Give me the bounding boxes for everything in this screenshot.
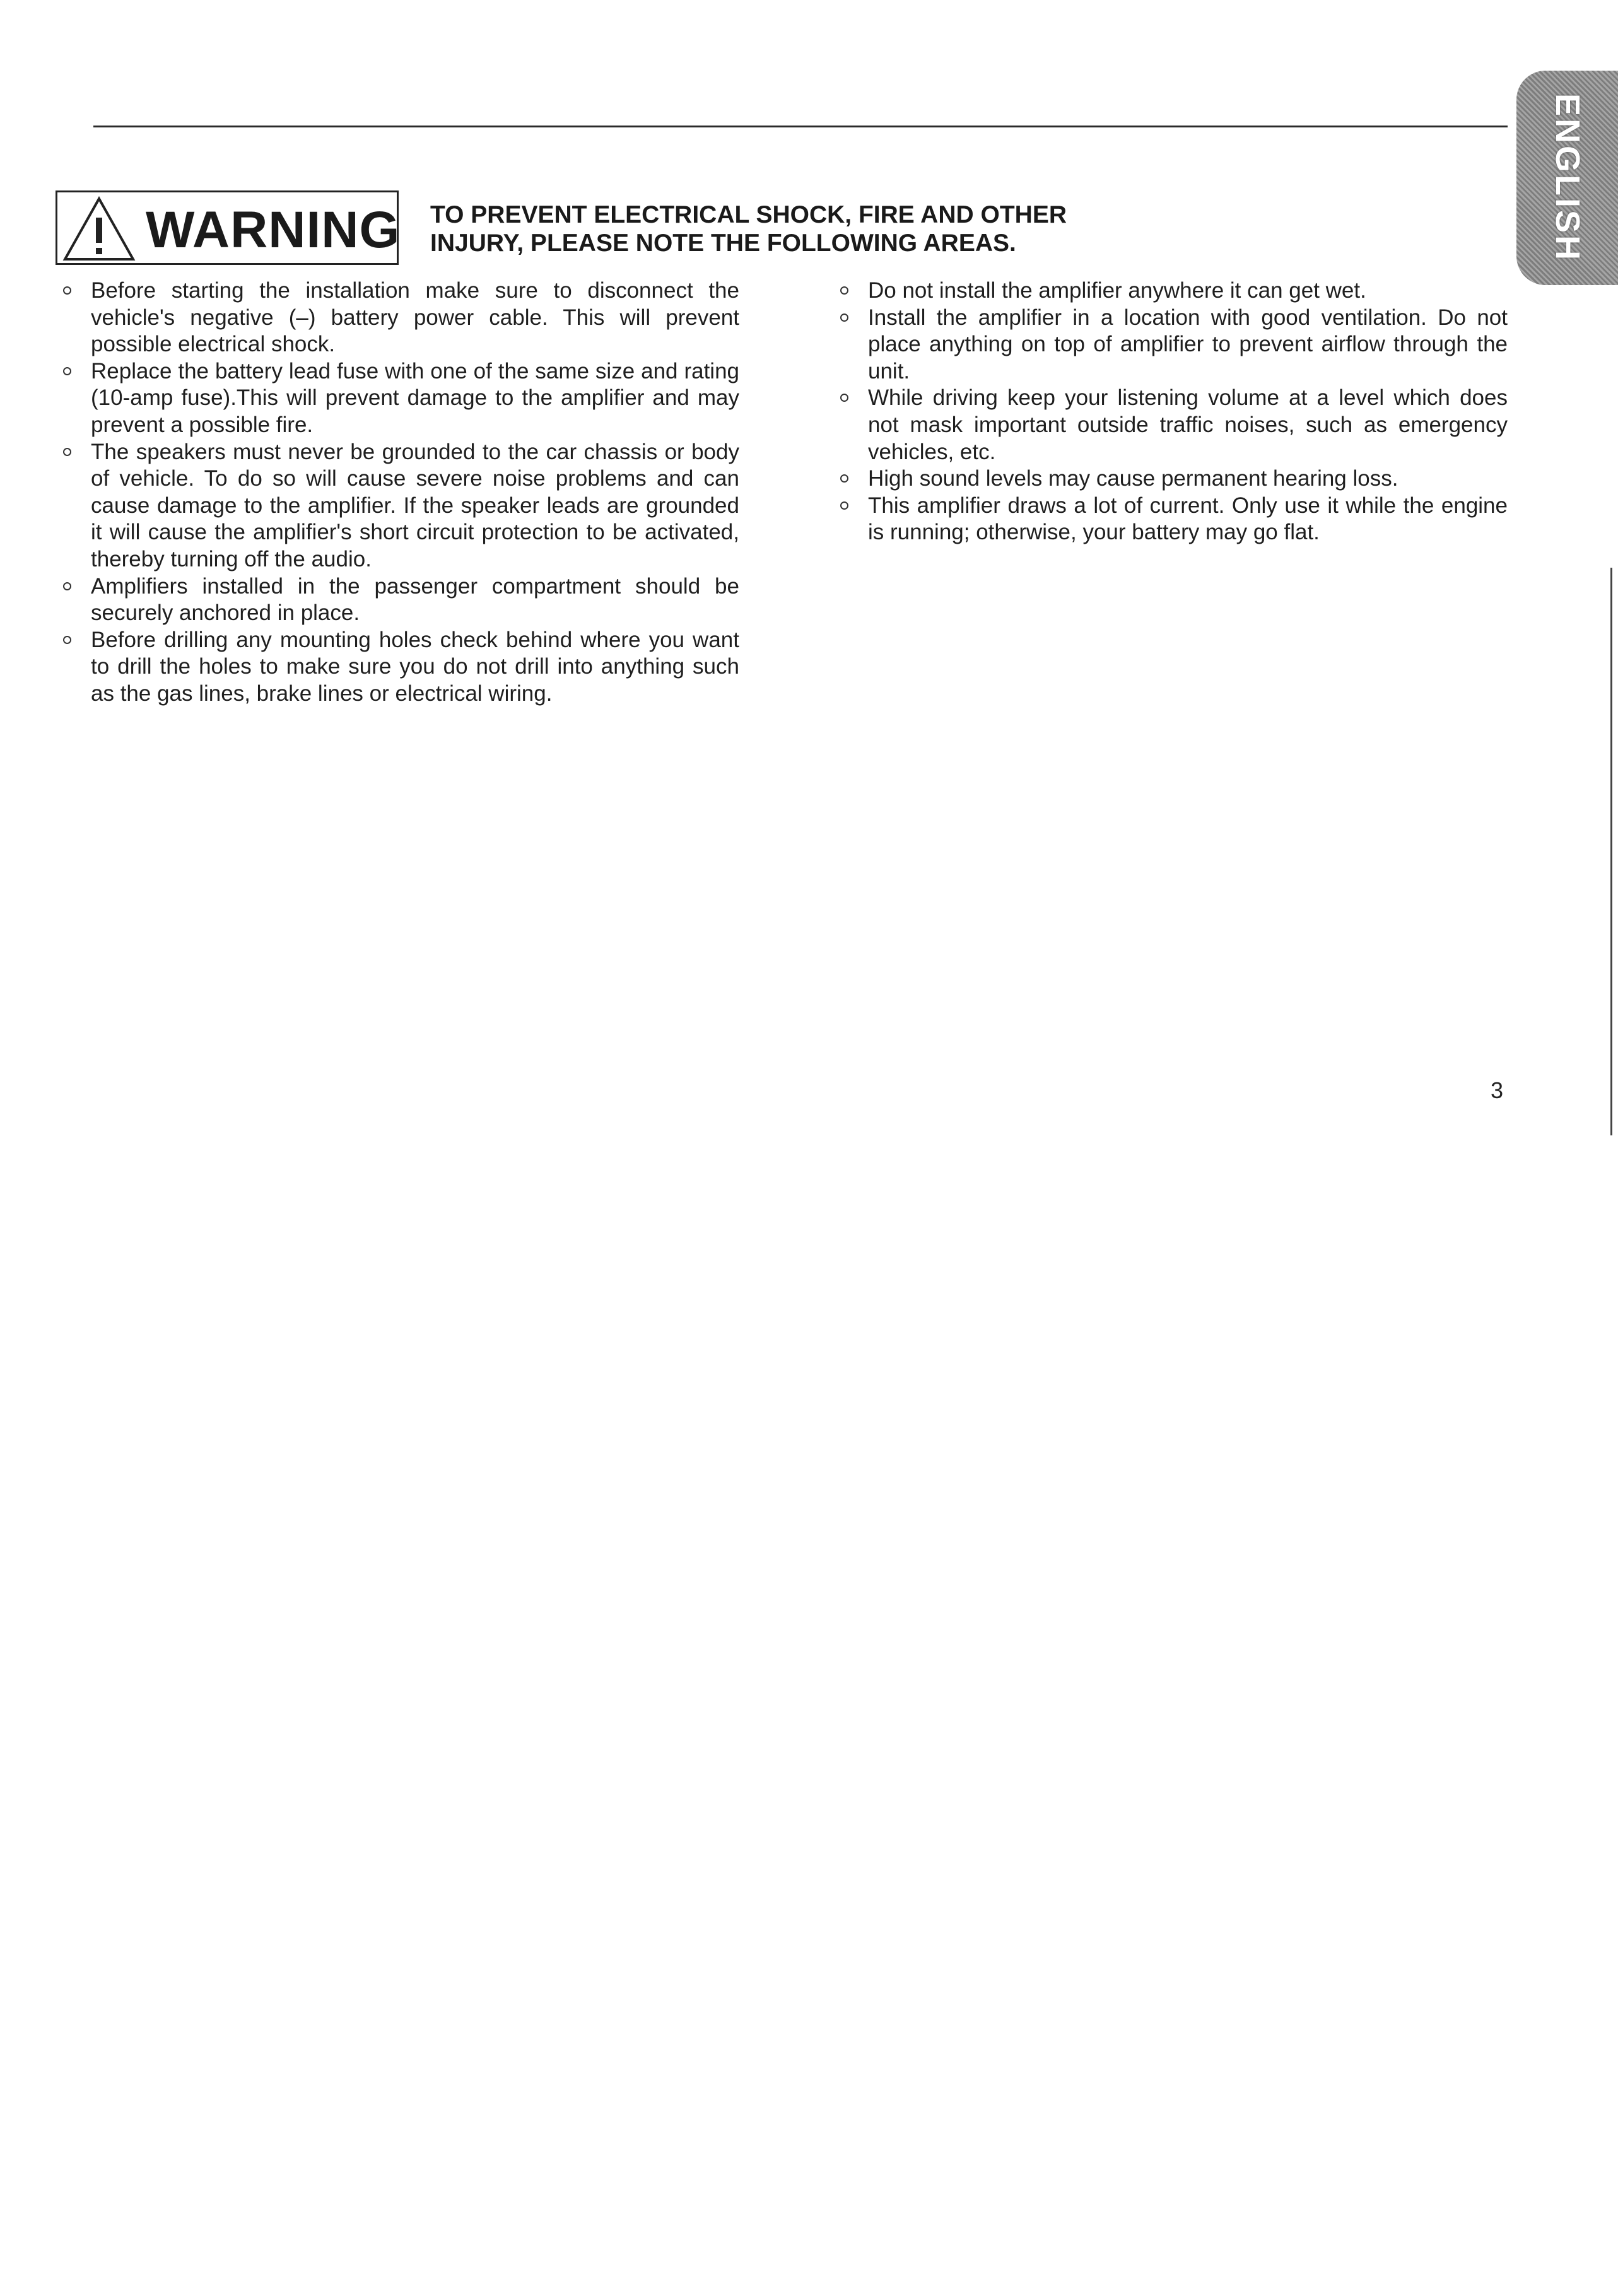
bullet-icon bbox=[840, 501, 848, 510]
list-item bbox=[59, 439, 739, 573]
warning-heading-line-2: INJURY, PLEASE NOTE THE FOLLOWING AREAS. bbox=[430, 230, 1016, 257]
list-item-text: Do not install the amplifier anywhere it can get wet. bbox=[868, 278, 1366, 303]
warning-triangle-icon bbox=[61, 195, 137, 263]
bullet-icon bbox=[63, 636, 71, 644]
bullet-icon bbox=[63, 448, 71, 456]
list-item bbox=[59, 627, 739, 708]
bullet-icon bbox=[63, 367, 71, 375]
list-item-text: This amplifier draws a lot of current. Only use it while the engine is running; otherwise, your battery may go flat. bbox=[868, 493, 1508, 545]
bullet-icon bbox=[840, 313, 848, 322]
list-item bbox=[59, 358, 739, 439]
list-item bbox=[836, 305, 1508, 385]
list-item bbox=[836, 385, 1508, 466]
bullet-icon bbox=[840, 474, 848, 483]
list-item-text: High sound levels may cause permanent hearing loss. bbox=[868, 466, 1398, 491]
bullet-icon bbox=[63, 286, 71, 295]
left-bullet-list bbox=[59, 278, 739, 708]
list-item-text: Replace the battery lead fuse with one of the same size and rating (10-amp fuse).This will prevent damage to the amplifier and may prevent a possible fire. bbox=[91, 358, 739, 437]
page-edge-line bbox=[1610, 568, 1612, 1135]
list-item bbox=[836, 493, 1508, 546]
warning-title: WARNING bbox=[146, 201, 401, 259]
language-tab bbox=[1516, 71, 1618, 285]
list-item bbox=[59, 278, 739, 358]
warning-badge bbox=[56, 190, 399, 265]
list-item bbox=[836, 466, 1508, 493]
header-rule bbox=[93, 126, 1508, 127]
right-bullet-list bbox=[836, 278, 1508, 546]
list-item bbox=[836, 278, 1508, 305]
language-tab-label: ENGLISH bbox=[1548, 93, 1586, 263]
list-item-text: Before starting the installation make sure to disconnect the vehicle's negative (–) battery power cable. This will prevent possible electrical shock. bbox=[91, 278, 739, 357]
bullet-icon bbox=[840, 286, 848, 295]
list-item bbox=[59, 573, 739, 627]
warning-heading-line-1: TO PREVENT ELECTRICAL SHOCK, FIRE AND OTHER bbox=[430, 201, 1067, 228]
bullet-icon bbox=[63, 582, 71, 590]
list-item-text: Before drilling any mounting holes check behind where you want to drill the holes to make sure you do not drill into anything such as the gas lines, brake lines or electrical wiring. bbox=[91, 627, 739, 706]
list-item-text: While driving keep your listening volume at a level which does not mask important outside traffic noises, such as emergency vehicles, etc. bbox=[868, 385, 1508, 464]
warning-heading bbox=[430, 201, 1313, 257]
list-item-text: Install the amplifier in a location with good ventilation. Do not place anything on top of amplifier to prevent airflow through the unit. bbox=[868, 305, 1508, 384]
list-item-text: The speakers must never be grounded to the car chassis or body of vehicle. To do so will cause severe noise problems and can cause damage to the amplifier. If the speaker leads are grounded it will cause the amplifier's short circuit protection to be activated, thereby turning off the audio. bbox=[91, 439, 739, 571]
page-number: 3 bbox=[1491, 1077, 1504, 1103]
list-item-text: Amplifiers installed in the passenger compartment should be securely anchored in place. bbox=[91, 573, 739, 626]
bullet-icon bbox=[840, 394, 848, 402]
